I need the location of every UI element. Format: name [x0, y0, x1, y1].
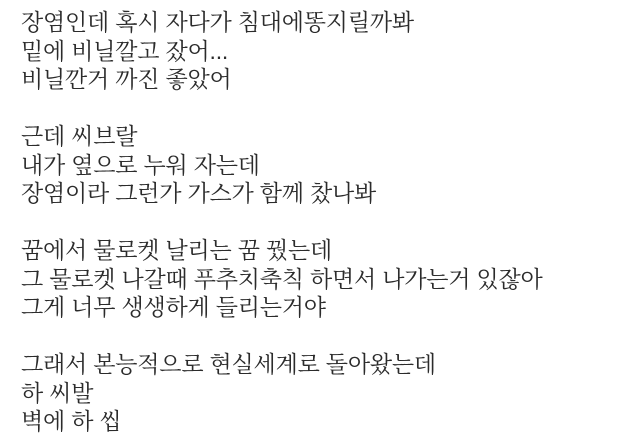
text-line: 내가 옆으로 누워 자는데	[21, 151, 260, 178]
text-line: 밑에 비닐깔고 잤어...	[21, 37, 229, 64]
text-line: 장염인데 혹시 자다가 침대에똥지릴까봐	[21, 9, 414, 35]
text-line: 그래서 본능적으로 현실세계로 돌아왔는데	[21, 351, 436, 377]
text-line: 그게 너무 생생하게 들리는거야	[21, 294, 326, 320]
text-line: 하 씨발	[21, 379, 94, 406]
text-line: 근데 씨브랄	[21, 123, 138, 149]
text-line: 장염이라 그런가 가스가 함께 찼나봐	[21, 180, 377, 206]
text-line: 꿈에서 물로켓 날리는 꿈 꿨는데	[21, 237, 332, 263]
paragraph-3	[21, 236, 624, 322]
text-line: 비닐깐거 까진 좋았어	[21, 66, 232, 92]
text-line: 벽에 하 씹	[21, 408, 122, 434]
paragraph-2	[21, 122, 624, 208]
text-line: 그 물로켓 나갈때 푸추치축칙 하면서 나가는거 있잖아	[21, 265, 543, 292]
paragraph-1	[21, 8, 624, 94]
paragraph-4	[21, 350, 624, 436]
